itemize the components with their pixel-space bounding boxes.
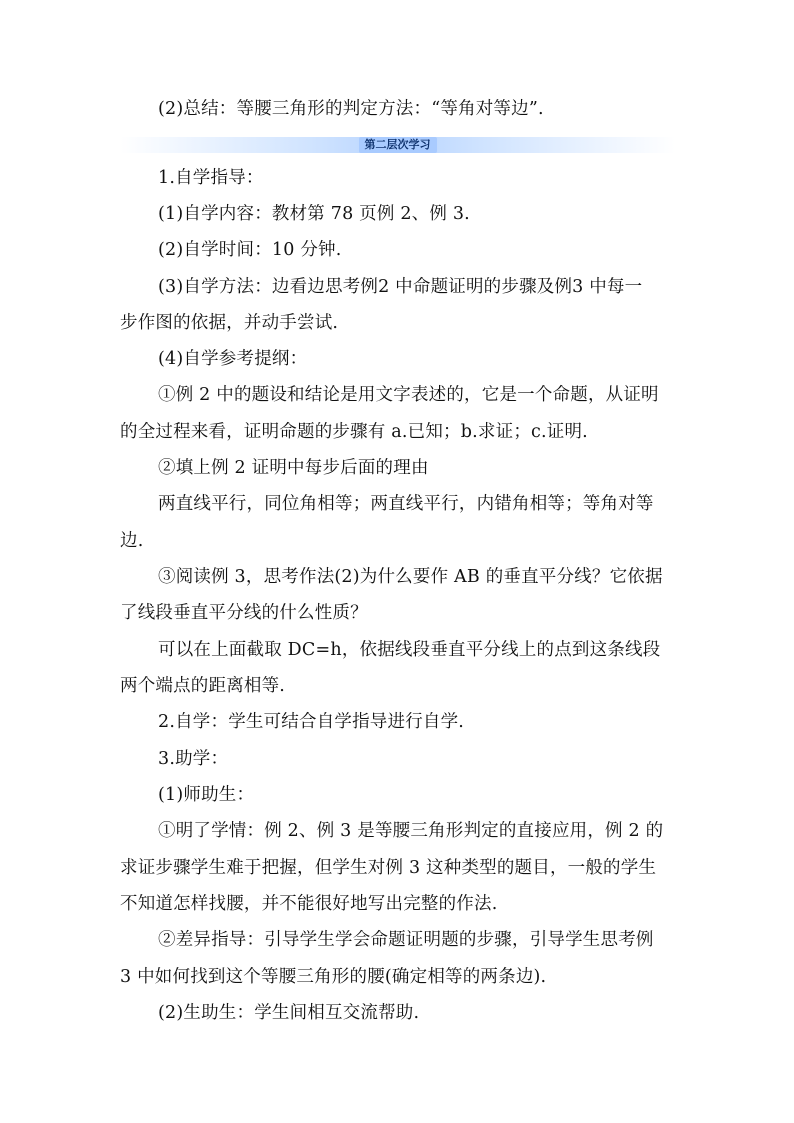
text-line: 2.自学：学生可结合自学指导进行自学.: [158, 712, 465, 732]
text-line: (4)自学参考提纲：: [158, 349, 308, 369]
text-line: 3.助学：: [158, 749, 229, 769]
text-line: (2)生助生：学生间相互交流帮助.: [158, 1003, 420, 1023]
text-line: (2)自学时间：10 分钟.: [158, 240, 342, 260]
text-line: (1)自学内容：教材第 78 页例 2、例 3.: [158, 204, 470, 224]
text-line: 两直线平行，同位角相等；两直线平行，内错角相等；等角对等: [158, 494, 654, 514]
text-line: (1)师助生：: [158, 785, 255, 805]
text-line: 边.: [120, 531, 144, 551]
text-line: 不知道怎样找腰，并不能很好地写出完整的作法.: [120, 894, 498, 914]
summary-line: (2)总结：等腰三角形的判定方法：“等角对等边”.: [158, 99, 544, 119]
text-line: 求证步骤学生难于把握，但学生对例 3 这种类型的题目，一般的学生: [120, 858, 657, 878]
text-line: ③阅读例 3，思考作法(2)为什么要作 AB 的垂直平分线？它依据: [158, 567, 663, 587]
text-line: 3 中如何找到这个等腰三角形的腰(确定相等的两条边).: [120, 967, 547, 987]
section-banner: [120, 137, 675, 153]
text-line: 可以在上面截取 DC=h，依据线段垂直平分线上的点到这条线段: [158, 640, 661, 660]
text-line: (3)自学方法：边看边思考例2 中命题证明的步骤及例3 中每一: [158, 277, 643, 297]
text-line: 步作图的依据，并动手尝试.: [120, 313, 339, 333]
text-line: 了线段垂直平分线的什么性质？: [120, 603, 368, 623]
text-line: 两个端点的距离相等.: [120, 676, 286, 696]
text-line: 的全过程来看，证明命题的步骤有 a.已知；b.求证；c.证明.: [120, 422, 588, 442]
text-line: ②差异指导：引导学生学会命题证明题的步骤，引导学生思考例: [158, 930, 654, 950]
text-line: 1.自学指导：: [158, 168, 264, 188]
text-line: ②填上例 2 证明中每步后面的理由: [158, 458, 429, 478]
text-line: ①明了学情：例 2、例 3 是等腰三角形判定的直接应用，例 2 的: [158, 821, 664, 841]
text-line: ①例 2 中的题设和结论是用文字表述的，它是一个命题，从证明: [158, 385, 659, 405]
section-banner-label: 第二层次学习: [359, 137, 437, 153]
